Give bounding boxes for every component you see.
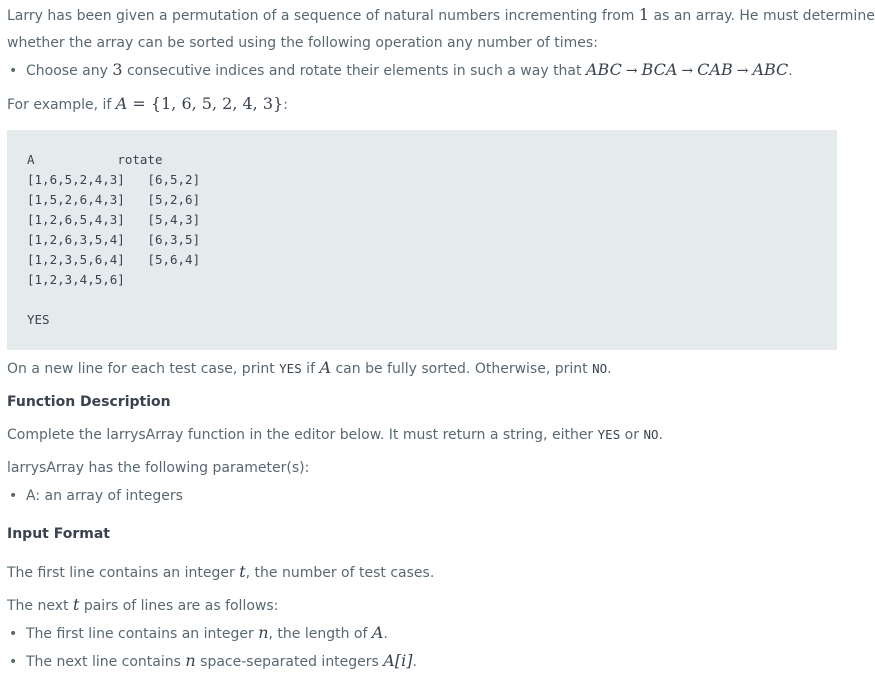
math-cab: CAB	[697, 60, 733, 79]
input-text: .	[412, 654, 417, 670]
code-row-rotate: [5,2,6]	[147, 192, 201, 207]
math-var-ai: A[i]	[383, 651, 413, 670]
math-var-n: n	[185, 651, 196, 670]
function-description-text	[7, 425, 663, 445]
math-abc: ABC	[585, 60, 622, 79]
input-line-2	[7, 595, 278, 616]
code-no: NO	[592, 361, 608, 376]
math-var-a: A	[115, 94, 128, 113]
fd-text: or	[620, 427, 644, 443]
print-text: can be fully sorted. Otherwise, print	[331, 361, 593, 377]
math-one: 1	[638, 5, 650, 24]
input-text: pairs of lines are as follows:	[79, 598, 279, 614]
right-arrow-icon: →	[736, 63, 749, 79]
code-row-a: [1,2,3,5,6,4]	[27, 252, 125, 267]
example-line	[7, 94, 288, 115]
example-code-block	[7, 130, 837, 350]
param-text: A: an array of integers	[26, 488, 183, 504]
bullet-text: Choose any	[26, 63, 113, 79]
example-text: :	[283, 97, 288, 113]
right-arrow-icon: →	[625, 63, 638, 79]
code-row-rotate: [6,3,5]	[147, 232, 201, 247]
example-text: For example, if	[7, 97, 116, 113]
input-text: The first line contains an integer	[26, 626, 259, 642]
code-yes: YES	[597, 427, 621, 442]
code-row-rotate: [5,6,4]	[147, 252, 201, 267]
bullet-dot: •	[9, 63, 18, 79]
col-a-header: A	[27, 152, 35, 167]
code-pre	[27, 150, 200, 330]
bullet-dot: •	[9, 626, 18, 642]
code-row-rotate: [6,5,2]	[147, 172, 201, 187]
operation-bullet	[9, 60, 793, 81]
param-bullet	[9, 486, 183, 506]
input-bullet-1	[9, 623, 388, 644]
function-description-heading: Function Description	[7, 394, 171, 410]
code-row-rotate: [5,4,3]	[147, 212, 201, 227]
input-line-1	[7, 562, 434, 583]
input-text: The first line contains an integer	[7, 565, 240, 581]
code-row-a: [1,2,6,3,5,4]	[27, 232, 125, 247]
code-row-a: [1,6,5,2,4,3]	[27, 172, 125, 187]
input-text: , the length of	[268, 626, 372, 642]
col-rotate-header: rotate	[117, 152, 163, 167]
code-result: YES	[27, 312, 50, 327]
print-text: .	[607, 361, 612, 377]
math-var-t: t	[239, 562, 246, 581]
intro-text: as an array. He must determine	[649, 8, 875, 24]
math-var-a: A	[319, 358, 332, 377]
bullet-dot: •	[9, 488, 18, 504]
fd-text: Complete the larrysArray function in the editor below. It must return a string, either	[7, 427, 598, 443]
code-row-a: [1,2,6,5,4,3]	[27, 212, 125, 227]
math-var-t: t	[72, 595, 80, 614]
right-arrow-icon: →	[681, 63, 694, 79]
math-abc: ABC	[752, 60, 789, 79]
bullet-dot: •	[9, 654, 18, 670]
print-text: if	[301, 361, 320, 377]
code-row-a: [1,2,3,4,5,6]	[27, 272, 125, 287]
code-yes: YES	[279, 361, 302, 376]
bullet-text: consecutive indices and rotate their elements in such a way that	[122, 63, 586, 79]
code-row-a: [1,5,2,6,4,3]	[27, 192, 125, 207]
input-format-heading: Input Format	[7, 526, 110, 542]
fd-text: .	[658, 427, 663, 443]
input-text: , the number of test cases.	[245, 565, 435, 581]
bullet-text: .	[788, 63, 793, 79]
params-line: larrysArray has the following parameter(s):	[7, 460, 310, 476]
math-bca: BCA	[641, 60, 678, 79]
code-no: NO	[643, 427, 659, 442]
input-text: space-separated integers	[195, 654, 384, 670]
math-var-a: A	[371, 623, 384, 642]
intro-text: Larry has been given a permutation of a sequence of natural numbers incrementing from	[7, 8, 639, 24]
print-instruction	[7, 358, 612, 379]
intro-line-1	[7, 5, 875, 26]
math-var-n: n	[258, 623, 269, 642]
math-set: = {1, 6, 5, 2, 4, 3}	[127, 94, 284, 113]
input-text: .	[383, 626, 388, 642]
input-text: The next line contains	[26, 654, 186, 670]
print-text: On a new line for each test case, print	[7, 361, 280, 377]
input-text: The next	[7, 598, 73, 614]
intro-line-2: whether the array can be sorted using the following operation any number of times:	[7, 35, 598, 51]
input-bullet-2	[9, 651, 417, 672]
math-three: 3	[112, 60, 123, 79]
